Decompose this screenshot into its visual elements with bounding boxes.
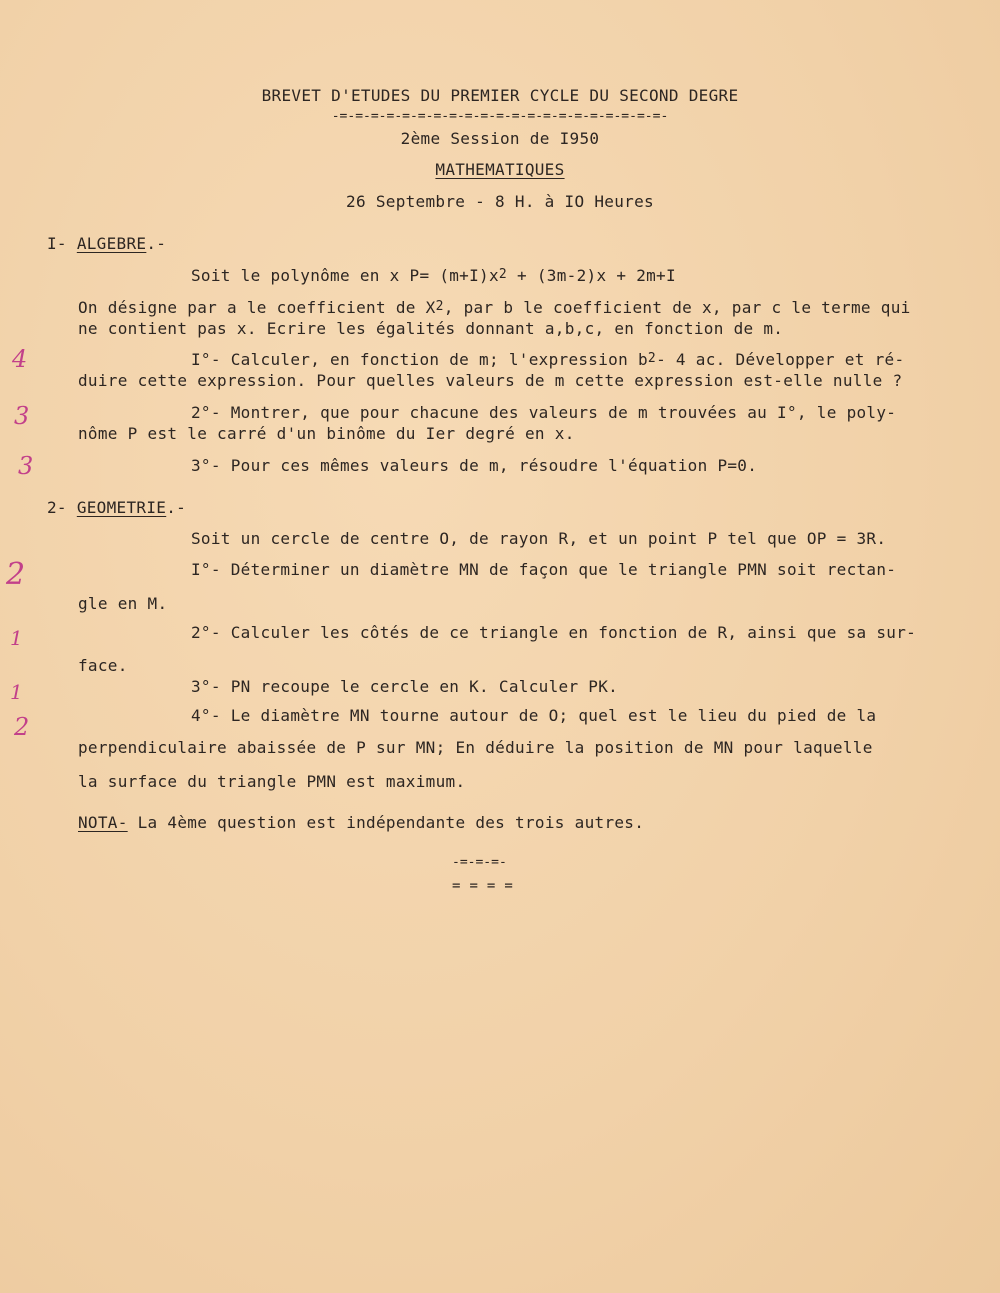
exam-title: BREVET D'ETUDES DU PREMIER CYCLE DU SECOND DEGRE xyxy=(261,86,739,105)
polynomial-definition: Soit le polynôme en x $P= (m+I)x^2 + (3m-2)x + 2m+I$ xyxy=(191,266,676,285)
algebra-question-1-line-2: duire cette expression. Pour quelles valeurs de m cette expression est-elle nulle ? xyxy=(78,371,903,390)
geometry-question-2-line-2: face. xyxy=(78,656,128,675)
exam-date: 26 Septembre - 8 H. à IO Heures xyxy=(346,192,654,211)
algebra-intro-line-1: On désigne par a le coefficient de $X^2$, par b le coefficient de x, par c le terme qui xyxy=(78,298,911,317)
title-rule: -=-=-=-=-=-=-=-=-=-=-=-=-=-=-=-=-=-=-=-=-=- xyxy=(331,109,669,124)
margin-grade: 1 xyxy=(10,680,23,704)
geometry-heading-tail: .- xyxy=(166,498,187,517)
margin-grade: 1 xyxy=(10,626,23,650)
geometry-question-2-line-1: 2°- Calculer les côtés de ce triangle en fonction de R, ainsi que sa sur- xyxy=(191,623,917,642)
algebra-heading-word: ALGEBRE xyxy=(76,234,147,253)
geometry-question-4-line-2: perpendiculaire abaissée de P sur MN; En déduire la position de MN pour laquelle xyxy=(78,738,873,757)
algebra-question-1-line-1: I°- Calculer, en fonction de m; l'expression $b^2-$ 4 ac. Développer et ré- xyxy=(191,350,905,369)
nota-label: NOTA- xyxy=(78,813,128,832)
algebra-heading xyxy=(47,234,166,254)
geometry-question-3: 3°- PN recoupe le cercle en K. Calculer PK. xyxy=(191,677,619,696)
margin-grade: 2 xyxy=(6,557,26,592)
margin-grade: 4 xyxy=(12,345,28,373)
session-line: 2ème Session de I950 xyxy=(400,129,600,148)
footer-rule-2: = = = = xyxy=(452,878,514,894)
geometry-question-1-line-1: I°- Déterminer un diamètre MN de façon que le triangle PMN soit rectan- xyxy=(191,560,897,579)
algebra-question-2-line-2: nôme P est le carré d'un binôme du Ier degré en x. xyxy=(78,424,575,443)
algebra-intro-line-2: ne contient pas x. Ecrire les égalités donnant a,b,c, en fonction de m. xyxy=(78,319,784,338)
footer-rule-1: -=-=-=- xyxy=(452,855,507,870)
margin-grade: 2 xyxy=(14,713,30,741)
geometry-question-4-line-3: la surface du triangle PMN est maximum. xyxy=(78,772,466,791)
algebra-heading-tail: .- xyxy=(146,234,167,253)
subject-title: MATHEMATIQUES xyxy=(435,160,565,179)
geometry-question-4-line-1: 4°- Le diamètre MN tourne autour de O; quel est le lieu du pied de la xyxy=(191,706,877,725)
margin-grade: 3 xyxy=(14,402,30,430)
geometry-heading xyxy=(47,498,186,518)
geometry-question-1-line-2: gle en M. xyxy=(78,594,168,613)
geometry-heading-num: 2- xyxy=(47,498,67,517)
algebra-question-2-line-1: 2°- Montrer, que pour chacune des valeurs de m trouvées au I°, le poly- xyxy=(191,403,897,422)
algebra-question-3: 3°- Pour ces mêmes valeurs de m, résoudre l'équation P=0. xyxy=(191,456,758,475)
nota-text: La 4ème question est indépendante des trois autres. xyxy=(127,813,645,832)
geometry-heading-word: GEOMETRIE xyxy=(76,498,167,517)
algebra-heading-num: I- xyxy=(47,234,67,253)
nota-line xyxy=(78,813,644,833)
geometry-intro: Soit un cercle de centre O, de rayon R, et un point P tel que OP = 3R. xyxy=(191,529,887,548)
margin-grade: 3 xyxy=(18,452,34,480)
